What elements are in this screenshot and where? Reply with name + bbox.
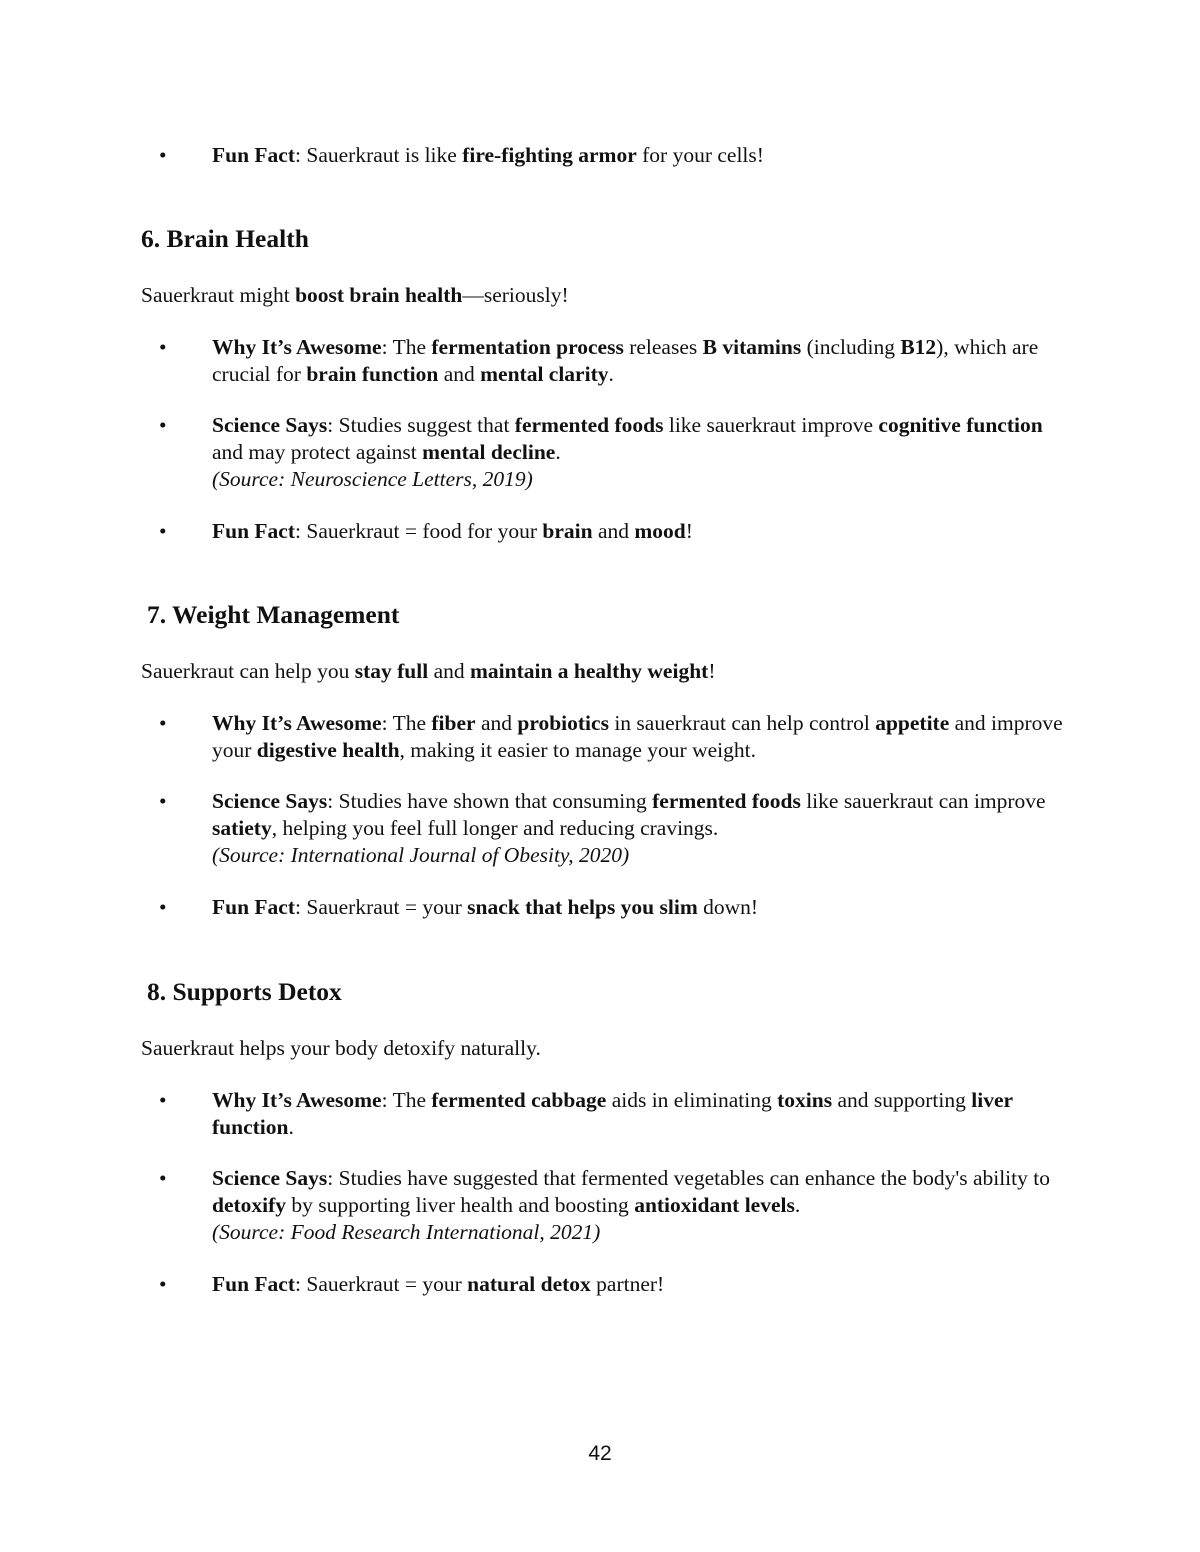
bullet-icon: • xyxy=(159,413,167,437)
fun-fact-text: Fun Fact: Sauerkraut = your natural detox partner! xyxy=(212,1272,665,1296)
science-says-text: Science Says: Studies have shown that consuming fermented foods like sauerkraut can improve satiety, helping you feel full longer and reducing cravings. (Source: International Journal of Obesity, 2020) xyxy=(212,788,1072,869)
bullet-icon: • xyxy=(159,143,167,167)
bullet-icon: • xyxy=(159,789,167,813)
source-citation: (Source: Food Research International, 2021) xyxy=(212,1220,601,1244)
fun-fact-text: Fun Fact: Sauerkraut = your snack that helps you slim down! xyxy=(212,895,759,919)
section-8-intro: Sauerkraut helps your body detoxify naturally. xyxy=(141,1036,541,1060)
fun-fact-text: Fun Fact: Sauerkraut = food for your brain and mood! xyxy=(212,519,693,543)
section-7-heading: 7. Weight Management xyxy=(147,600,400,629)
bullet-icon: • xyxy=(159,335,167,359)
bullet-icon: • xyxy=(159,711,167,735)
section-6-intro: Sauerkraut might boost brain health—seriously! xyxy=(141,283,569,307)
section-7-intro: Sauerkraut can help you stay full and maintain a healthy weight! xyxy=(141,659,716,683)
science-says-text: Science Says: Studies suggest that fermented foods like sauerkraut improve cognitive function and may protect against mental decline. (Source: Neuroscience Letters, 2019) xyxy=(212,412,1072,493)
why-awesome-text: Why It’s Awesome: The fiber and probiotics in sauerkraut can help control appetite and improve your digestive health, making it easier to manage your weight. xyxy=(212,711,1063,762)
section-8-heading: 8. Supports Detox xyxy=(147,977,342,1006)
source-citation: (Source: International Journal of Obesity, 2020) xyxy=(212,843,630,867)
bullet-icon: • xyxy=(159,895,167,919)
bullet-icon: • xyxy=(159,519,167,543)
why-awesome-text: Why It’s Awesome: The fermentation process releases B vitamins (including B12), which are crucial for brain function and mental clarity. xyxy=(212,335,1039,386)
bullet-icon: • xyxy=(159,1272,167,1296)
fun-fact-text: Fun Fact: Sauerkraut is like fire-fighting armor for your cells! xyxy=(212,143,764,167)
bullet-icon: • xyxy=(159,1166,167,1190)
section-6-heading: 6. Brain Health xyxy=(141,224,309,253)
bullet-icon: • xyxy=(159,1088,167,1112)
why-awesome-text: Why It’s Awesome: The fermented cabbage aids in eliminating toxins and supporting liver function. xyxy=(212,1088,1013,1139)
page-number: 42 xyxy=(588,1442,612,1465)
source-citation: (Source: Neuroscience Letters, 2019) xyxy=(212,467,533,491)
science-says-text: Science Says: Studies have suggested that fermented vegetables can enhance the body's ability to detoxify by supporting liver health and boosting antioxidant levels. (Source: Food Research International, 2021) xyxy=(212,1165,1072,1246)
